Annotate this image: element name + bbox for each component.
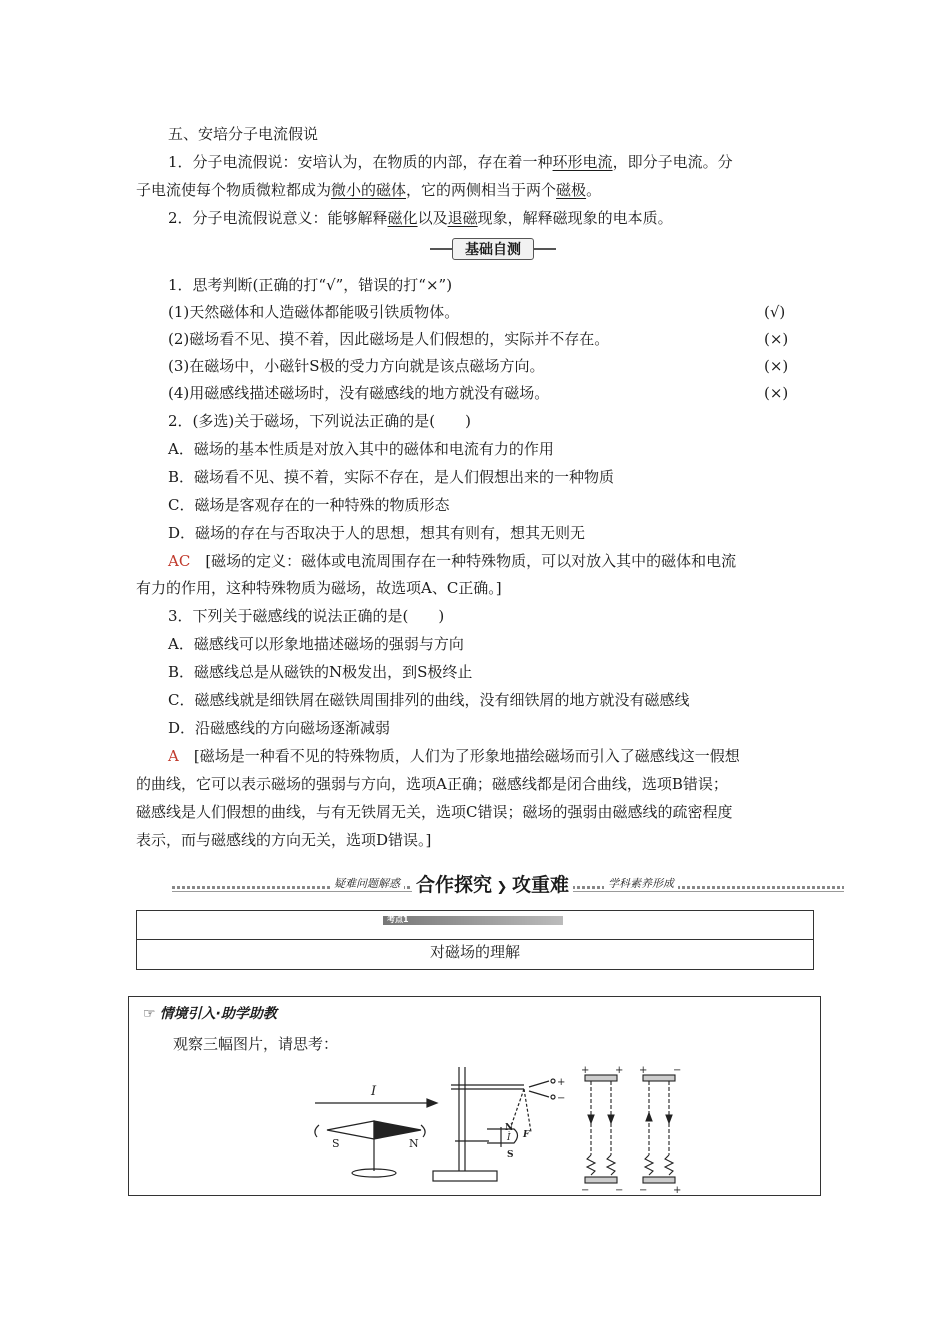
q3-option-a: A．磁感线可以形象地描述磁场的强弱与方向 [168, 635, 464, 653]
section-bar [172, 872, 844, 894]
section-bar-middle: 合作探究 ❯ 攻重难 [412, 870, 573, 897]
q1-stem: 1．思考判断(正确的打“√”，错误的打“×”) [168, 276, 453, 294]
q2-answer: AC [168, 552, 191, 570]
minus-label: − [557, 1093, 566, 1104]
blank-answer: 磁化 [387, 209, 418, 227]
topic-tag: 考点1 [383, 916, 563, 925]
q2-option-a: A．磁场的基本性质是对放入其中的磁体和电流有力的作用 [168, 440, 554, 458]
section-bar-left: 疑难问题解惑 [330, 875, 404, 891]
section-bar-right: 学科素养形成 [604, 875, 678, 891]
q2-explanation-line-2: 有力的作用，这种特殊物质为磁场，故选项A、C正确。] [136, 579, 502, 597]
self-test-banner [430, 238, 556, 260]
stand-figure [433, 1067, 565, 1181]
arrow-icon: ❯ [492, 880, 512, 895]
banner-label: 基础自测 [452, 238, 534, 260]
q2-option-c: C．磁场是客观存在的一种特殊的物质形态 [168, 496, 450, 514]
n-label: N [505, 1123, 514, 1133]
svg-text:+: + [581, 1065, 590, 1076]
blank-answer: 环形电流 [552, 153, 613, 171]
svg-text:+: + [639, 1065, 648, 1076]
experiment-figures [129, 997, 820, 1195]
svg-text:+: + [673, 1185, 682, 1195]
q1-mark: (×) [764, 357, 789, 375]
q1-item: (1)天然磁体和人造磁体都能吸引铁质物体。 [168, 303, 460, 321]
q3-option-d: D．沿磁感线的方向磁场逐渐减弱 [168, 719, 391, 737]
topic-title: 对磁场的理解 [429, 943, 520, 961]
q2-stem: 2．(多选)关于磁场，下列说法正确的是( ) [168, 412, 471, 430]
paragraph-2: 2．分子电流假说意义：能够解释磁化以及退磁现象，解释磁现象的电本质。 [168, 209, 673, 227]
scenario-intro: 观察三幅图片，请思考： [173, 1035, 339, 1053]
q3-option-c: C．磁感线就是细铁屑在磁铁周围排列的曲线，没有细铁屑的地方就没有磁感线 [168, 691, 690, 709]
wire-figure-2 [639, 1065, 681, 1195]
q2-option-d: D．磁场的存在与否取决于人的思想，想其有则有，想其无则无 [168, 524, 586, 542]
blank-answer: 退磁 [447, 209, 478, 227]
q1-mark: (×) [764, 330, 789, 348]
q2-explanation-line-1: AC [磁场的定义：磁体或电流周围存在一种特殊物质，可以对放入其中的磁体和电流 [168, 552, 737, 570]
paragraph-1-line-1: 1．分子电流假说：安培认为，在物质的内部，存在着一种环形电流，即分子电流。分 [168, 153, 733, 171]
svg-text:−: − [581, 1185, 590, 1195]
blank-answer: 微小的磁体 [331, 181, 407, 199]
q1-item: (4)用磁感线描述磁场时，没有磁感线的地方就没有磁场。 [168, 384, 550, 402]
wire-figure-1 [581, 1065, 623, 1195]
current-label: I [371, 1084, 377, 1099]
i-label: I [507, 1133, 511, 1143]
svg-text:−: − [639, 1185, 648, 1195]
q3-explanation-line-4: 表示，而与磁感线的方向无关，选项D错误。] [136, 831, 432, 849]
svg-text:+: + [615, 1065, 624, 1076]
q3-explanation-line-1: A [磁场是一种看不见的特殊物质，人们为了形象地描绘磁场而引入了磁感线这一假想 [168, 747, 740, 765]
topic-box [136, 910, 814, 970]
compass-figure [315, 1084, 437, 1177]
scenario-header: ☞ 情境引入·助学助教 [143, 1006, 277, 1022]
q1-item: (2)磁场看不见、摸不着，因此磁场是人们假想的，实际并不存在。 [168, 330, 610, 348]
q3-stem: 3．下列关于磁感线的说法正确的是( ) [168, 607, 445, 625]
q3-answer: A [168, 747, 179, 765]
q3-explanation-line-2: 的曲线，它可以表示磁场的强弱与方向，选项A正确；磁感线都是闭合曲线，选项B错误； [136, 775, 728, 793]
f-label: F [523, 1130, 530, 1140]
scenario-box [128, 996, 821, 1196]
svg-text:−: − [615, 1185, 624, 1195]
q1-mark: (×) [764, 384, 789, 402]
paragraph-1-line-2: 子电流使每个物质微粒都成为微小的磁体，它的两侧相当于两个磁极。 [136, 181, 602, 199]
section-heading: 五、安培分子电流假说 [168, 125, 319, 143]
svg-text:−: − [673, 1065, 682, 1076]
q2-option-b: B．磁场看不见、摸不着，实际不存在，是人们假想出来的一种物质 [168, 468, 615, 486]
q1-mark: (√) [764, 303, 786, 321]
north-pole-label: N [409, 1137, 419, 1150]
q3-explanation-line-3: 磁感线是人们假想的曲线，与有无铁屑无关，选项C错误；磁场的强弱由磁感线的疏密程度 [136, 803, 733, 821]
q3-option-b: B．磁感线总是从磁铁的N极发出，到S极终止 [168, 663, 473, 681]
pointing-hand-icon: ☞ [143, 1006, 156, 1022]
blank-answer: 磁极 [556, 181, 587, 199]
q1-item: (3)在磁场中，小磁针S极的受力方向就是该点磁场方向。 [168, 357, 545, 375]
s-label: S [507, 1150, 514, 1160]
plus-label: + [557, 1077, 566, 1088]
south-pole-label: S [332, 1137, 340, 1150]
